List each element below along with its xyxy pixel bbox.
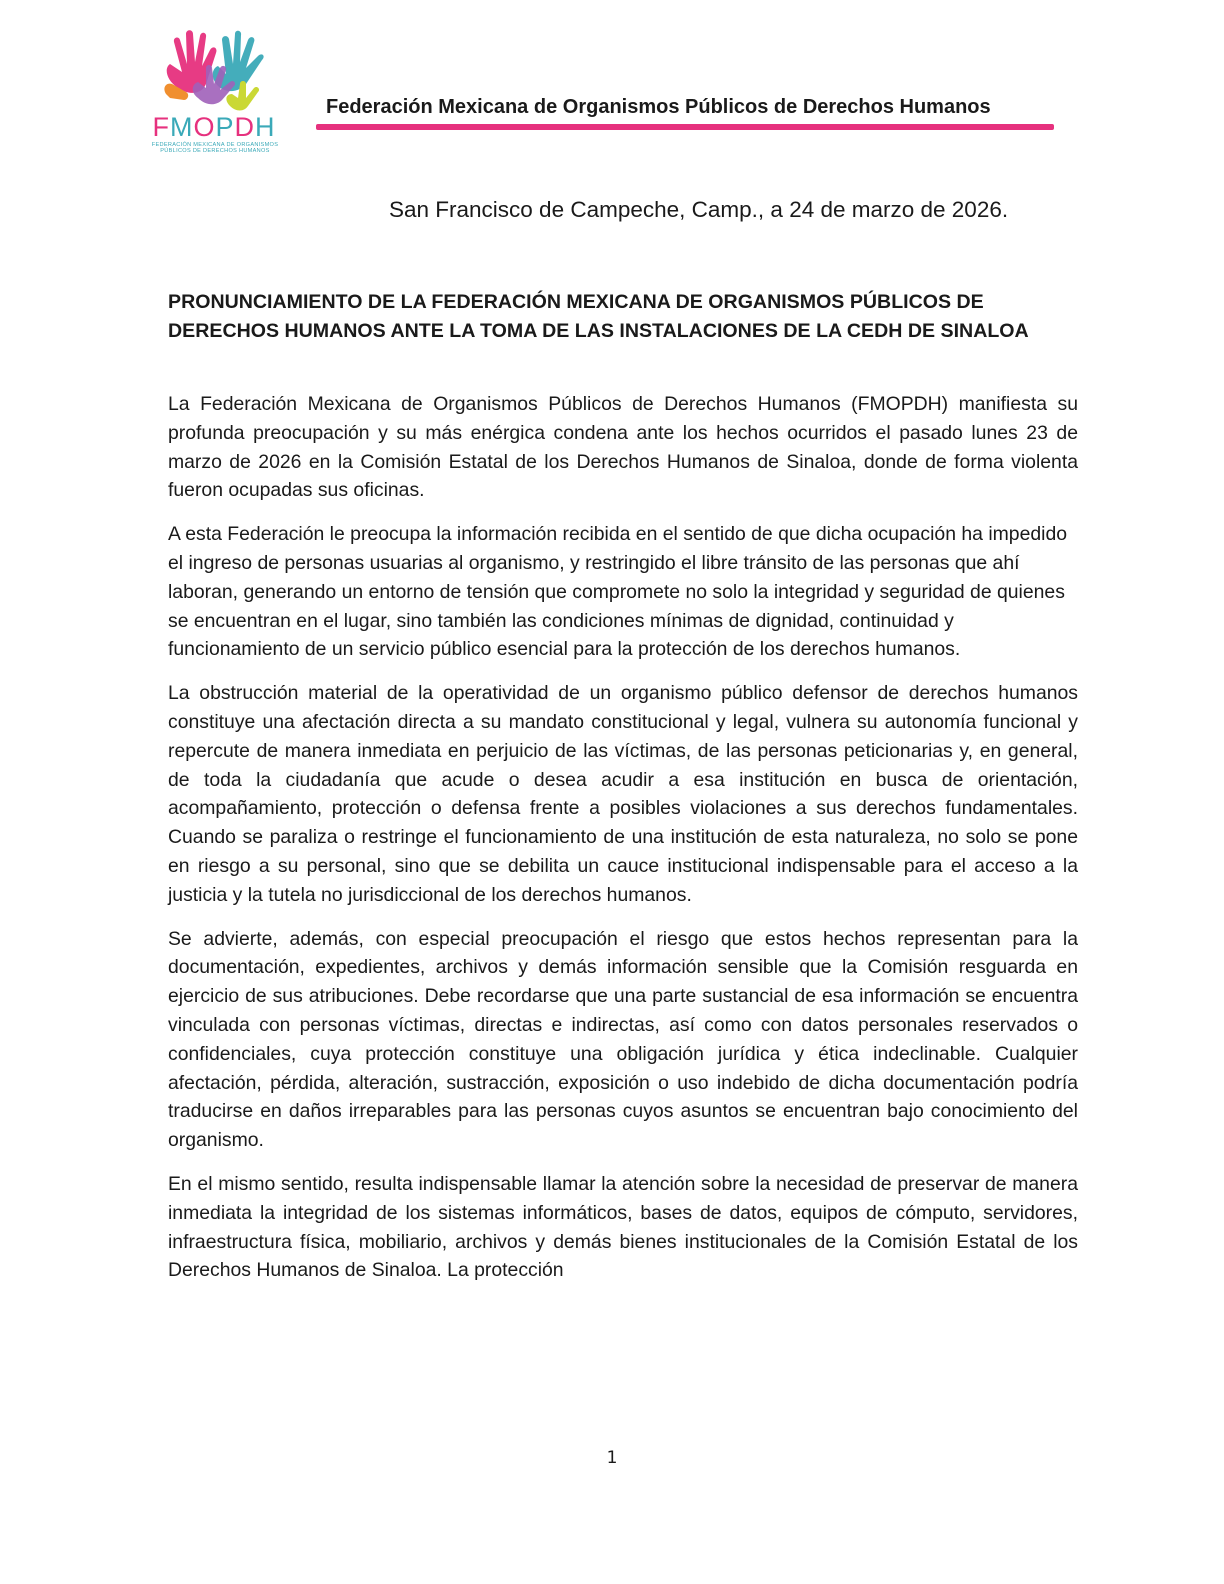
paragraph: Se advierte, además, con especial preocupación el riesgo que estos hechos representan para la documentación, expedientes, archivos y demás información sensible que la Comisión resguarda en ejercicio de sus atribuciones. Debe recordarse que una parte sustancial de esa información se encuentra vinculada con personas víctimas, directas e indirectas, así como con datos personales reservados o confidenciales, cuya protección constituye una obligación jurídica y ética indeclinable. Cualquier afectación, pérdida, alteración, sustracción, exposición o uso indebido de dicha documentación podría traducirse en daños irreparables para las personas cuyos asuntos se encuentran bajo conocimiento del organismo. xyxy=(168,927,1078,1152)
paragraph: En el mismo sentido, resulta indispensable llamar la atención sobre la necesidad de preservar de manera inmediata la integridad de los sistemas informáticos, bases de datos, equipos de cómputo, servidores, infraestructura física, mobiliario, archivos y demás bienes institucionales de la Comisión Estatal de los Derechos Humanos de Sinaloa. La protección xyxy=(168,1172,1078,1282)
hands-logo-icon xyxy=(160,28,270,118)
logo-letter: P xyxy=(215,112,235,142)
document-body xyxy=(168,390,1078,1300)
header-title: Federación Mexicana de Organismos Públicos de Derechos Humanos xyxy=(326,96,991,118)
paragraph: La Federación Mexicana de Organismos Públicos de Derechos Humanos (FMOPDH) manifiesta su profunda preocupación y su más enérgica condena ante los hechos ocurridos el pasado lunes 23 de marzo de 2026 en la Comisión Estatal de los Derechos Humanos de Sinaloa, donde de forma violenta fueron ocupadas sus oficinas. xyxy=(168,393,1078,502)
paragraph: La obstrucción material de la operatividad de un organismo público defensor de derechos humanos constituye una afectación directa a su mandato constitucional y legal, vulnera su autonomía funcional y repercute de manera inmediata en perjuicio de las víctimas, de las personas peticionarias y, en general, de toda la ciudadanía que acude o desea acudir a esa institución en busca de orientación, acompañamiento, protección o defensa frente a posibles violaciones a sus derechos fundamentales. Cuando se paraliza o restringe el funcionamiento de una institución de esta naturaleza, no solo se pone en riesgo a su personal, sino que se debilita un cauce institucional indispensable para el acceso a la justicia y la tutela no jurisdiccional de los derechos humanos. xyxy=(168,682,1078,906)
logo-letter: H xyxy=(255,112,276,142)
logo-wordmark xyxy=(138,112,290,143)
paragraph: A esta Federación le preocupa la información recibida en el sentido de que dicha ocupación ha impedido el ingreso de personas usuarias al organismo, y restringido el libre tránsito de las personas que ahí laboran, generando un entorno de tensión que compromete no solo la integridad y seguridad de quienes se encuentran en el lugar, sino también las condiciones mínimas de dignidad, continuidad y funcionamiento de un servicio público esencial para la protección de los derechos humanos. xyxy=(168,523,1068,661)
document-title: PRONUNCIAMIENTO DE LA FEDERACIÓN MEXICANA DE ORGANISMOS PÚBLICOS DE DERECHOS HUMANOS ANTE LA TOMA DE LAS INSTALACIONES DE LA CEDH DE SINALOA xyxy=(168,291,1029,342)
header-divider xyxy=(316,124,1054,130)
place-date: San Francisco de Campeche, Camp., a 24 de marzo de 2026. xyxy=(389,197,1009,222)
logo-subtext: FEDERACIÓN MEXICANA DE ORGANISMOS PÚBLICOS DE DERECHOS HUMANOS xyxy=(151,142,279,154)
page-number: 1 xyxy=(606,1448,618,1468)
logo-letter: M xyxy=(169,112,194,142)
logo-letter: O xyxy=(193,112,216,142)
logo-letter: F xyxy=(152,112,170,142)
logo-letter: D xyxy=(234,112,256,142)
fmopdh-logo xyxy=(138,28,290,156)
